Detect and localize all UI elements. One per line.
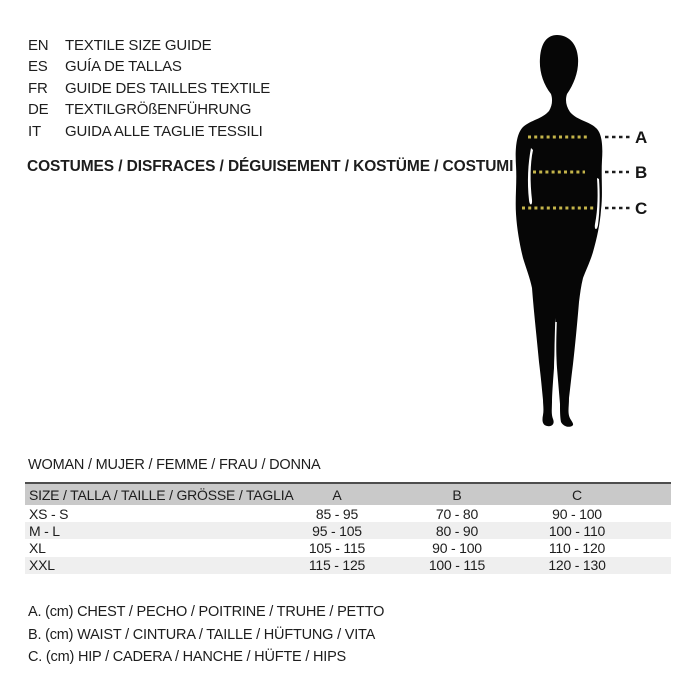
marker-label-a: A <box>635 128 648 147</box>
cell-b: 80 - 90 <box>435 522 479 539</box>
table-header-row <box>25 483 671 505</box>
cell-b: 70 - 80 <box>435 505 479 522</box>
header-b: B <box>452 486 462 503</box>
cell-b: 100 - 115 <box>428 557 486 574</box>
cell-size: XL <box>29 539 46 556</box>
table-caption: WOMAN / MUJER / FEMME / FRAU / DONNA <box>28 457 321 473</box>
cell-size: XS - S <box>29 505 69 522</box>
cell-a: 85 - 95 <box>315 505 359 522</box>
language-code: FR <box>28 79 48 97</box>
cell-c: 100 - 110 <box>548 522 606 539</box>
marker-label-b: B <box>635 163 648 182</box>
measurement-legend <box>28 601 384 669</box>
size-table <box>25 482 671 574</box>
language-row <box>28 121 270 142</box>
table-row <box>25 539 671 556</box>
language-label: TEXTILGRÖßENFÜHRUNG <box>65 101 252 119</box>
table-row <box>25 522 671 539</box>
language-row <box>28 99 270 120</box>
cell-size: M - L <box>29 522 60 539</box>
cell-b: 90 - 100 <box>432 539 482 556</box>
cell-a: 95 - 105 <box>312 522 362 539</box>
cell-c: 120 - 130 <box>548 557 606 574</box>
header-c: C <box>572 486 582 503</box>
language-label: GUIDE DES TAILLES TEXTILE <box>65 79 271 97</box>
language-code: DE <box>28 101 49 119</box>
language-row <box>28 35 270 56</box>
language-row <box>28 56 270 77</box>
header-a: A <box>332 486 342 503</box>
table-row <box>25 557 671 574</box>
language-row <box>28 78 270 99</box>
language-label: GUIDA ALLE TAGLIE TESSILI <box>65 122 263 140</box>
language-code: ES <box>28 58 48 76</box>
cell-size: XXL <box>29 557 55 574</box>
woman-body-shape <box>516 35 603 427</box>
marker-label-c: C <box>635 199 648 218</box>
category-title: COSTUMES / DISFRACES / DÉGUISEMENT / KOSTÜME / COSTUMI <box>27 158 514 175</box>
language-label: TEXTILE SIZE GUIDE <box>65 37 212 54</box>
cell-a: 115 - 125 <box>308 557 366 574</box>
woman-silhouette <box>495 30 675 440</box>
cell-c: 90 - 100 <box>552 505 602 522</box>
cell-a: 105 - 115 <box>308 539 366 556</box>
table-row <box>25 505 671 522</box>
legend-chest: A. (cm) CHEST / PECHO / POITRINE / TRUHE / PETTO <box>28 604 385 620</box>
legend-hip: C. (cm) HIP / CADERA / HANCHE / HÜFTE / HIPS <box>28 649 347 666</box>
measurement-figure <box>495 30 675 440</box>
language-code: IT <box>28 122 41 140</box>
legend-waist: B. (cm) WAIST / CINTURA / TAILLE / HÜFTUNG / VITA <box>28 626 376 643</box>
language-list <box>28 35 270 142</box>
language-code: EN <box>28 37 49 54</box>
cell-c: 110 - 120 <box>548 539 606 556</box>
language-label: GUÍA DE TALLAS <box>65 58 182 76</box>
header-size: SIZE / TALLA / TAILLE / GRÖSSE / TAGLIA <box>29 486 294 503</box>
